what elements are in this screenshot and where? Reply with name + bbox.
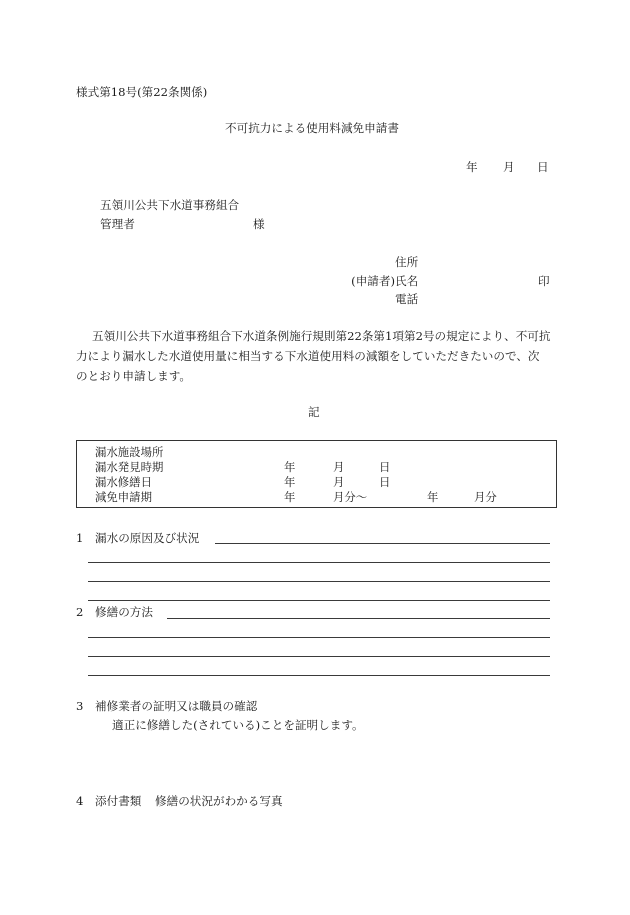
reduction-period-label: 減免申請期 (95, 490, 152, 504)
addressee-honorific: 様 (253, 217, 265, 231)
write-line (88, 656, 550, 657)
date-day-label: 日 (537, 160, 549, 174)
section-leak-cause-label: 漏水の原因及び状況 (95, 531, 200, 545)
section-attachments-label: 添付書類 (95, 794, 142, 808)
date-month-label: 月 (503, 160, 515, 174)
applicant-address-label: 住所 (395, 255, 419, 269)
section-repair-method-label: 修繕の方法 (95, 605, 153, 619)
leak-discovery-month: 月 (333, 460, 345, 474)
reduction-period-from-year: 年 (284, 490, 296, 504)
body-line: のとおり申請します。 (76, 369, 192, 383)
section-number: 4 (76, 794, 84, 808)
attachments-value: 修繕の状況がわかる写真 (155, 794, 283, 808)
applicant-tag: (申請者) (351, 274, 395, 288)
date-year-label: 年 (466, 160, 478, 174)
certification-statement: 適正に修繕した(されている)ことを証明します。 (112, 718, 364, 732)
seal-mark: 印 (538, 274, 550, 288)
repair-date-month: 月 (333, 475, 345, 489)
reduction-period-from-month: 月分～ (333, 490, 368, 504)
leak-discovery-label: 漏水発見時期 (95, 460, 164, 474)
reduction-period-to-month: 月分 (474, 490, 497, 504)
section-number: 1 (76, 531, 84, 545)
write-line (167, 618, 550, 619)
write-line (88, 675, 550, 676)
leak-discovery-year: 年 (284, 460, 296, 474)
form-number: 様式第18号(第22条関係) (76, 85, 208, 99)
applicant-name-label: 氏名 (395, 274, 419, 288)
note-heading: 記 (308, 405, 320, 419)
addressee-organization: 五領川公共下水道事務組合 (100, 198, 240, 212)
body-line: 五領川公共下水道事務組合下水道条例施行規則第22条第1項第2号の規定により、不可抗 (92, 329, 551, 343)
details-box (76, 440, 557, 508)
section-number: 2 (76, 605, 84, 619)
repair-date-year: 年 (284, 475, 296, 489)
addressee-role: 管理者 (100, 217, 135, 231)
leak-discovery-day: 日 (379, 460, 391, 474)
write-line (88, 562, 550, 563)
applicant-phone-label: 電話 (395, 292, 419, 306)
document-title: 不可抗力による使用料減免申請書 (225, 121, 399, 135)
write-line (88, 581, 550, 582)
repair-date-day: 日 (379, 475, 391, 489)
write-line (88, 637, 550, 638)
repair-date-label: 漏水修繕日 (95, 475, 152, 489)
leak-location-label: 漏水施設場所 (95, 445, 164, 459)
section-number: 3 (76, 699, 84, 713)
reduction-period-to-year: 年 (427, 490, 439, 504)
section-certification-label: 補修業者の証明又は職員の確認 (95, 699, 258, 713)
write-line (215, 543, 550, 544)
write-line (88, 600, 550, 601)
body-line: 力により漏水した水道使用量に相当する下水道使用料の減額をしていただきたいので、次 (76, 349, 540, 363)
